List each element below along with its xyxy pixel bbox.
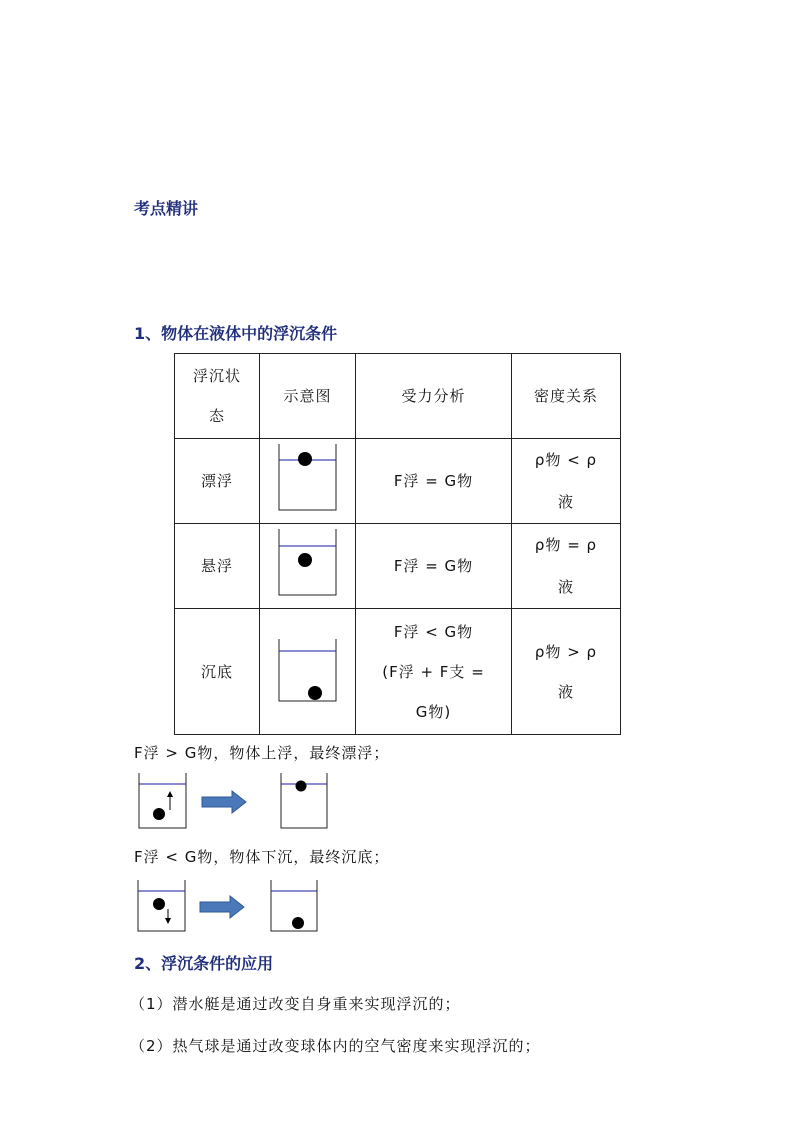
density-cell (512, 524, 621, 609)
state-cell: 漂浮 (175, 439, 260, 524)
density-cell (512, 609, 621, 735)
application-item-1: （1）潜水艇是通过改变自身重来实现浮沉的； (130, 995, 461, 1013)
section1-title: 1、物体在液体中的浮沉条件 (134, 324, 338, 343)
sinking-process-diagram (134, 877, 324, 935)
force-line1: F浮 < G物 (393, 622, 474, 641)
section-heading-main: 考点精讲 (134, 199, 199, 218)
section2-title: 2、浮沉条件的应用 (134, 954, 274, 973)
force-line2: (F浮 + F支 = (382, 662, 485, 681)
force-cell: F浮 = G物 (356, 524, 512, 609)
header-force: 受力分析 (356, 354, 512, 439)
table-row (175, 524, 621, 609)
table-row (175, 439, 621, 524)
note-sinking: F浮 < G物，物体下沉，最终沉底； (134, 848, 390, 866)
density-line2: 液 (557, 578, 574, 596)
state-cell: 悬浮 (175, 524, 260, 609)
force-cell (356, 609, 512, 735)
force-cell: F浮 = G物 (356, 439, 512, 524)
density-line2: 液 (557, 493, 574, 511)
diagram-cell (260, 609, 356, 735)
header-diagram: 示意图 (260, 354, 356, 439)
table-row (175, 609, 621, 735)
force-line3: G物) (415, 702, 452, 721)
rising-process-diagram (134, 770, 334, 832)
state-cell: 沉底 (175, 609, 260, 735)
header-state-line2: 态 (208, 407, 225, 425)
density-line1: ρ物 > ρ (534, 642, 598, 661)
density-line1: ρ物 = ρ (534, 536, 598, 554)
density-line1: ρ物 < ρ (534, 451, 598, 469)
density-line2: 液 (557, 682, 574, 701)
floating-diagram (260, 440, 355, 523)
diagram-cell (260, 439, 356, 524)
density-cell (512, 439, 621, 524)
application-item-2: （2）热气球是通过改变球体内的空气密度来实现浮沉的； (130, 1037, 541, 1055)
table-header-row (175, 354, 621, 439)
suspended-diagram (260, 525, 355, 608)
header-density: 密度关系 (512, 354, 621, 439)
note-rising: F浮 > G物，物体上浮，最终漂浮； (134, 744, 390, 762)
buoyancy-table (174, 353, 621, 735)
sinking-diagram (260, 609, 355, 734)
diagram-cell (260, 524, 356, 609)
header-state (175, 354, 260, 439)
header-state-line1: 浮沉状 (192, 367, 241, 385)
